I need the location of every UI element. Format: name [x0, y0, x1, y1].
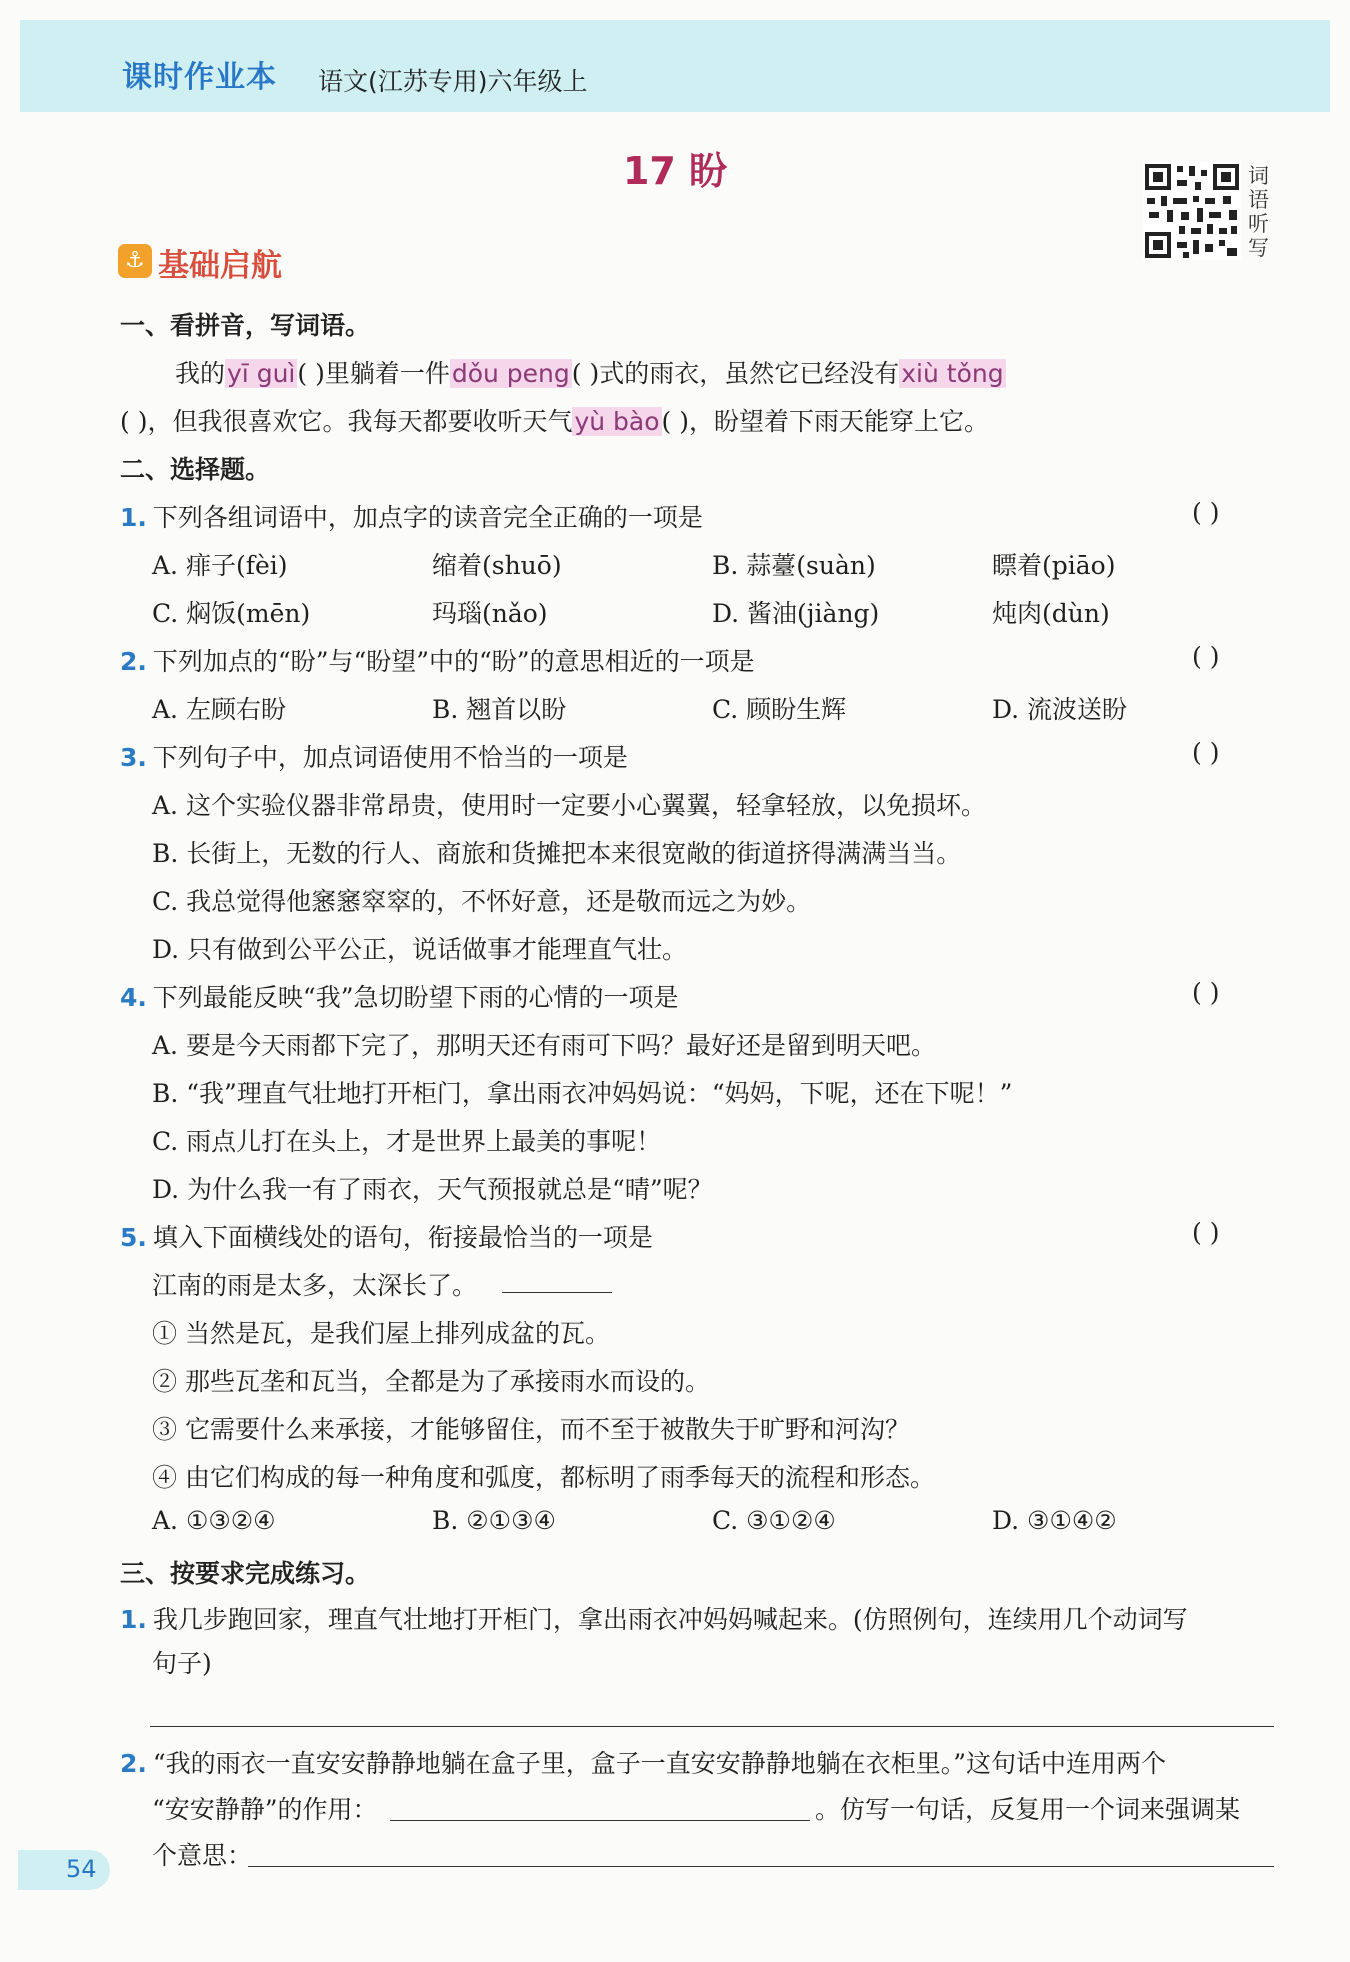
option: A. ①③②④	[152, 1506, 276, 1535]
option: B. 翘首以盼	[432, 695, 567, 724]
option: A. 痱子(fèi)	[152, 551, 288, 580]
answer-line[interactable]	[150, 1726, 1274, 1727]
option: A. 左顾右盼	[152, 695, 286, 724]
brand-title: 课时作业本	[122, 60, 277, 95]
option: B. “我”理直气壮地打开柜门，拿出雨衣冲妈妈说：“妈妈，下呢，还在下呢！”	[152, 1079, 1013, 1108]
option: 缩着(shuō)	[432, 551, 562, 580]
pinyin-hint: dǒu peng	[451, 359, 570, 388]
option: D. 只有做到公平公正，说话做事才能理直气壮。	[152, 935, 688, 964]
option: C. 顾盼生辉	[712, 695, 847, 724]
task-text-cont: “安安静静”的作用：	[152, 1795, 378, 1824]
part3-heading: 三、按要求完成练习。	[120, 1559, 371, 1588]
text: ( )，但我很喜欢它。我每天都要收听天气	[120, 407, 573, 436]
task-text-cont: 句子)	[152, 1649, 212, 1678]
option: 玛瑙(nǎo)	[432, 599, 548, 628]
fill-blank[interactable]	[502, 1292, 612, 1293]
question-5	[120, 1218, 653, 1254]
answer-paren[interactable]: ( )	[1192, 642, 1220, 671]
anchor-icon: ⚓	[118, 244, 152, 278]
answer-paren[interactable]: ( )	[1192, 978, 1220, 1007]
answer-line[interactable]	[390, 1820, 810, 1821]
text: ( )，盼望着下雨天能穿上它。	[661, 407, 990, 436]
task-text-cont: 。仿写一句话，反复用一个词来强调某	[815, 1795, 1241, 1824]
answer-line[interactable]	[248, 1866, 1274, 1867]
text: 我的	[175, 359, 226, 388]
option: D. ③①④②	[992, 1506, 1117, 1535]
question-number: 4.	[120, 983, 147, 1012]
question-number: 1.	[120, 1605, 147, 1634]
answer-paren[interactable]: ( )	[1192, 1218, 1220, 1247]
question-1	[120, 498, 703, 534]
question-stem: 下列加点的“盼”与“盼望”中的“盼”的意思相近的一项是	[152, 647, 755, 676]
task-1	[120, 1600, 1188, 1636]
task-2	[120, 1744, 1166, 1780]
option: C. 雨点儿打在头上，才是世界上最美的事呢！	[152, 1127, 662, 1156]
part1-line-1	[175, 354, 1006, 390]
question-stem: 下列句子中，加点词语使用不恰当的一项是	[152, 743, 628, 772]
part2-heading: 二、选择题。	[120, 455, 271, 484]
task-text: “我的雨衣一直安安静静地躺在盒子里，盒子一直安安静静地躺在衣柜里。”这句话中连用两个	[152, 1749, 1166, 1778]
answer-paren[interactable]: ( )	[1192, 738, 1220, 767]
qr-label-char: 写	[1248, 236, 1269, 260]
qr-label-char: 听	[1248, 212, 1269, 236]
option: C. 我总觉得他窸窸窣窣的，不怀好意，还是敬而远之为妙。	[152, 887, 812, 916]
question-number: 2.	[120, 1749, 147, 1778]
option: C. 焖饭(mēn)	[152, 599, 311, 628]
sentence-item: ③ 它需要什么来承接，才能够留住，而不至于被散失于旷野和河沟？	[152, 1415, 910, 1444]
lesson-title: 17 盼	[622, 149, 728, 193]
task-text: 我几步跑回家，理直气壮地打开柜门，拿出雨衣冲妈妈喊起来。(仿照例句，连续用几个动词写	[152, 1605, 1188, 1634]
qr-code-icon[interactable]	[1143, 162, 1241, 260]
qr-label-char: 语	[1248, 188, 1269, 212]
option: A. 要是今天雨都下完了，那明天还有雨可下吗？最好还是留到明天吧。	[152, 1031, 936, 1060]
pinyin-hint: yù bào	[574, 407, 660, 436]
task-text-cont: 个意思：	[152, 1841, 253, 1870]
answer-paren[interactable]: ( )	[1192, 498, 1220, 527]
text: ( )式的雨衣，虽然它已经没有	[571, 359, 900, 388]
option: D. 为什么我一有了雨衣，天气预报就总是“晴”呢？	[152, 1175, 713, 1204]
sentence-item: ① 当然是瓦，是我们屋上排列成盆的瓦。	[152, 1319, 610, 1348]
option: 炖肉(dùn)	[992, 599, 1110, 628]
question-stem: 填入下面横线处的语句，衔接最恰当的一项是	[152, 1223, 653, 1252]
question-number: 3.	[120, 743, 147, 772]
question-3	[120, 738, 628, 774]
option: 瞟着(piāo)	[992, 551, 1116, 580]
question-stem: 下列各组词语中，加点字的读音完全正确的一项是	[152, 503, 703, 532]
option: A. 这个实验仪器非常昂贵，使用时一定要小心翼翼，轻拿轻放，以免损坏。	[152, 791, 986, 820]
option: B. 长街上，无数的行人、商旅和货摊把本来很宽敞的街道挤得满满当当。	[152, 839, 962, 868]
qr-label	[1248, 164, 1274, 260]
section-title: 基础启航	[158, 248, 282, 284]
question-number: 2.	[120, 647, 147, 676]
question-2	[120, 642, 755, 678]
question-number: 1.	[120, 503, 147, 532]
option: C. ③①②④	[712, 1506, 836, 1535]
sentence-item: ② 那些瓦垄和瓦当，全都是为了承接雨水而设的。	[152, 1367, 710, 1396]
pinyin-hint: xiù tǒng	[901, 359, 1004, 388]
question-number: 5.	[120, 1223, 147, 1252]
question-4	[120, 978, 678, 1014]
option: D. 酱油(jiàng)	[712, 599, 880, 628]
text: ( )里躺着一件	[297, 359, 450, 388]
sentence-item: ④ 由它们构成的每一种角度和弧度，都标明了雨季每天的流程和形态。	[152, 1463, 935, 1492]
passage-text: 江南的雨是太多，太深长了。	[152, 1271, 478, 1300]
subject-title: 语文(江苏专用)六年级上	[318, 67, 588, 96]
pinyin-hint: yī guì	[227, 359, 296, 388]
page-number: 54	[66, 1855, 97, 1883]
option: D. 流波送盼	[992, 695, 1128, 724]
part1-heading: 一、看拼音，写词语。	[120, 311, 371, 340]
option: B. 蒜薹(suàn)	[712, 551, 876, 580]
part1-line-2	[120, 402, 989, 438]
question-stem: 下列最能反映“我”急切盼望下雨的心情的一项是	[152, 983, 679, 1012]
qr-label-char: 词	[1248, 164, 1269, 188]
option: B. ②①③④	[432, 1506, 556, 1535]
